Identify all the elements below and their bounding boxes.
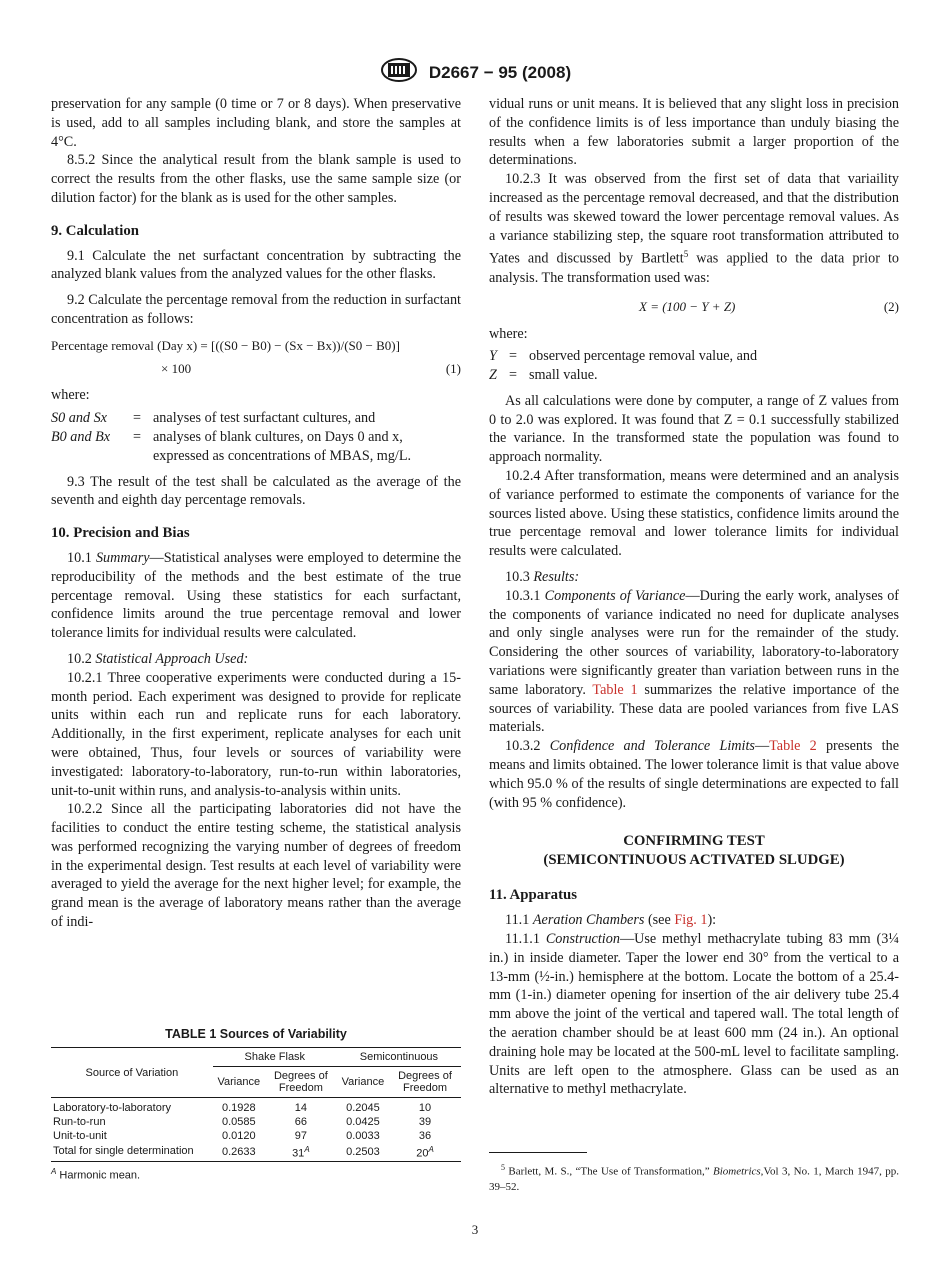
- paragraph-10-3-1: [489, 587, 899, 737]
- table-title: TABLE 1 Sources of Variability: [165, 1027, 347, 1041]
- table-cell: 97: [294, 1130, 307, 1142]
- definition-equals: =: [133, 410, 142, 427]
- equation-2: [489, 298, 899, 317]
- paragraph-10-2-2: 10.2.2 Since all the participating laboratories did not have the facilities to conduct the entire testing scheme, the statistical analysis was performed recognizing the varying number of degrees of freedom in the experimental design. Test results at each level of variability were averaged to yield the average for the next higher level; for example, the grand mean is the average of laboratory means rather than the average of indi-: [51, 801, 461, 931]
- equation-1-number: (1): [445, 360, 461, 376]
- astm-logo-icon: [379, 57, 419, 88]
- clause-title: Components of Variance: [544, 587, 686, 604]
- figure-1-link[interactable]: Fig. 1: [674, 912, 708, 929]
- table-row: [51, 1098, 461, 1116]
- paragraph-10-3-2: [489, 737, 899, 812]
- equation-1-multiplier: × 100: [161, 360, 192, 376]
- variability-table: [51, 1047, 461, 1162]
- definition-equals: =: [133, 428, 142, 445]
- clause-text: (see: [644, 912, 675, 929]
- definitions-list: [51, 409, 461, 465]
- clause-text: summarizes the relative importance of the sources of variability. These data are pooled variances from five LAS materials.: [489, 681, 899, 736]
- paragraph: preservation for any sample (0 time or 7 or 8 days). When preservative is used, add to all samples including blank, and store the samples at 4°C.: [51, 96, 461, 150]
- definition-term: Y: [489, 348, 497, 365]
- clause-title: Results:: [533, 569, 580, 586]
- definition-row: [51, 428, 461, 466]
- definition-term: Z: [489, 367, 497, 384]
- clause-text: was applied to the data prior to analysis. The transformation used was:: [489, 251, 900, 286]
- document-code: D2667 − 95 (2008): [428, 62, 572, 82]
- column-header-dof: Degrees of Freedom: [398, 1070, 452, 1094]
- clause-text: —Statistical analyses were employed to determine the reproducibility of the methods and the best estimate of the true percentage removal. Using these statistics for each surfactant, confidence limits around the true percentage removal and lower tolerance limits for individual results were calculated.: [51, 549, 461, 642]
- table-cell: 36: [418, 1130, 432, 1142]
- definition-term: S0 and Sx: [51, 410, 107, 427]
- paragraph-10-2-4: 10.2.4 After transformation, means were determined and an analysis of variance performed to estimate the components of variance for the sources listed above. Using these statistics, confidence limits around the true percentage removal and lower tolerance limits for individual results were calculated.: [489, 468, 899, 560]
- clause-number: 10.3.1: [505, 587, 541, 604]
- definition-text: analyses of blank cultures, on Days 0 and x, expressed as concentrations of MBAS, mg/L.: [153, 428, 412, 464]
- equation-1: [51, 337, 461, 356]
- table-cell-source: Total for single determination: [53, 1144, 194, 1157]
- paragraph: vidual runs or unit means. It is believed that any slight loss in precision of the confidence limits is of less importance than unduly biasing the results when a few laboratories submit a larger proportion of the determinations.: [489, 96, 899, 169]
- footnote-text: Barlett, M. S., “The Use of Transformation,”: [505, 1165, 714, 1178]
- equation-1-continuation: [51, 360, 461, 379]
- equation-2-number: (2): [883, 298, 899, 314]
- clause-dash: —: [754, 738, 770, 755]
- definition-text: small value.: [529, 367, 598, 384]
- definition-row: [51, 409, 461, 428]
- paragraph-9-2: 9.2 Calculate the percentage removal from the reduction in surfactant concentration as follows:: [51, 292, 461, 327]
- section-heading-precision-bias: 10. Precision and Bias: [51, 525, 190, 542]
- where-label: where:: [489, 325, 528, 342]
- confirming-test-heading: [489, 832, 899, 870]
- footnote-marker: A: [51, 1166, 57, 1176]
- paragraph-11-1: [489, 911, 899, 930]
- clause-title: Construction: [545, 931, 620, 948]
- table-cell: 10: [418, 1102, 432, 1114]
- right-column: [489, 95, 899, 1099]
- table-cell: 0.0425: [346, 1116, 380, 1128]
- table-row: [51, 1115, 461, 1129]
- table-cell-source: Run-to-run: [53, 1116, 106, 1128]
- clause-title: Summary: [95, 549, 150, 566]
- table-cell: 0.2633: [221, 1145, 256, 1158]
- footnote-number: 5: [501, 1163, 505, 1172]
- footnote-journal: Biometrics,: [713, 1165, 764, 1178]
- clause-title: Confidence and Tolerance Limits: [549, 738, 755, 755]
- footnote-indent: [489, 1166, 501, 1178]
- footnote-marker: A: [304, 1145, 310, 1154]
- paragraph-9-3: 9.3 The result of the test shall be calculated as the average of the seventh and eighth day percentage removals.: [51, 473, 461, 509]
- definitions-list: [489, 347, 757, 385]
- table-note-text: Harmonic mean.: [59, 1169, 141, 1182]
- clause-number: 10.2: [67, 650, 92, 667]
- table-cell-source: Unit-to-unit: [53, 1130, 107, 1142]
- table-1-link[interactable]: Table 1: [592, 681, 638, 698]
- clause-number: 11.1.1: [505, 931, 540, 948]
- table-note: [51, 1167, 461, 1182]
- footnote-divider: [489, 1152, 587, 1153]
- paragraph-10-2-1: 10.2.1 Three cooperative experiments were conducted during a 15-month period. Each experiment was designed to provide for replicate units within each run and replicate runs for each laboratory. Additionally, in the first experiment, replicate analyses for each unit were obtained, Thus, four levels or sources of variability were investigated: laboratory-to-laboratory, run-to-run within laboratories, unit-to-unit within runs, and analysis-to-analysis within units.: [51, 669, 461, 799]
- left-column: [51, 95, 461, 932]
- table-cell-with-note: [265, 1143, 337, 1161]
- definition-row: [489, 366, 757, 385]
- clause-number: 10.3: [505, 569, 530, 586]
- section-heading-calculation: 9. Calculation: [51, 222, 139, 239]
- table-row: [51, 1129, 461, 1143]
- footnote-text: Vol 3, No. 1, March 1947, pp. 39–52.: [489, 1165, 900, 1193]
- column-header-source: Source of Variation: [51, 1048, 213, 1098]
- section-heading-apparatus: 11. Apparatus: [489, 887, 577, 904]
- heading-line: (SEMICONTINUOUS ACTIVATED SLUDGE): [543, 852, 845, 869]
- definition-text: analyses of test surfactant cultures, and: [153, 410, 376, 427]
- paragraph-10-1: [51, 549, 461, 643]
- column-header-variance: Variance: [217, 1076, 261, 1088]
- definition-term: B0 and Bx: [51, 428, 111, 445]
- table-cell: 14: [294, 1102, 307, 1114]
- definition-equals: =: [509, 348, 518, 365]
- table-cell: 0.2045: [346, 1102, 380, 1114]
- clause-number: 11.1: [505, 912, 530, 929]
- table-cell: 0.2503: [346, 1145, 380, 1158]
- equation-1-expression: Percentage removal (Day x) = [((S0 − B0) − (Sx − Bx))/(S0 − B0)]: [51, 337, 400, 353]
- definition-equals: =: [509, 367, 518, 384]
- clause-title: Aeration Chambers: [532, 912, 645, 929]
- paragraph-calculations: As all calculations were done by computer, a range of Z values from 0 to 2.0 was explored. It was found that Z = 0.1 successfully stabilized the variance. In the transformed state the population was found to approach normality.: [489, 392, 899, 466]
- column-group-shake-flask: Shake Flask: [213, 1048, 337, 1067]
- page-number: 3: [471, 1222, 479, 1237]
- table-cell-source: Laboratory-to-laboratory: [53, 1102, 172, 1114]
- clause-text: —Use methyl methacrylate tubing 83 mm (3¼ in.) in inside diameter. Taper the lower end 30° from the vertical to a 13-mm (½-in.) hemisphere at the bottom. Locate the bottom of a 25.4-mm (1-in.) diameter opening for insertion of the air delivery tube 25.4 mm above the joint of the vertical and tapered wall. The total length of the aeration chamber should be at least 600 mm (24 in.). An optional draining hole may be located at the 500-mL level to facilitate sampling. Units are left open to the atmosphere. Glass can be used as an alternative to methyl methacrylate.: [489, 931, 900, 1098]
- paragraph-10-3: [489, 568, 899, 587]
- table-cell-value: 20: [416, 1147, 429, 1160]
- page-header: [0, 57, 950, 88]
- column-header-variance: Variance: [341, 1076, 385, 1088]
- where-label: where:: [51, 387, 90, 404]
- footnote: [489, 1160, 899, 1195]
- clause-text: ):: [707, 912, 717, 929]
- table-cell: 39: [418, 1116, 432, 1128]
- paragraph-10-2: [51, 650, 461, 669]
- table-2-link[interactable]: Table 2: [769, 738, 817, 755]
- equation-2-expression: X = (100 − Y + Z): [639, 298, 736, 314]
- table-cell: 0.0585: [221, 1116, 256, 1128]
- table-row: [51, 1143, 461, 1161]
- table-1: [51, 1027, 461, 1181]
- paragraph-10-2-3: [489, 170, 899, 288]
- column-header-dof: Degrees of Freedom: [273, 1070, 328, 1094]
- table-cell: 0.0033: [346, 1130, 380, 1142]
- clause-number: 10.1: [67, 549, 92, 566]
- table-cell-value: 31: [292, 1147, 305, 1160]
- paragraph-9-1: 9.1 Calculate the net surfactant concentration by subtracting the analyzed blank values from the analyzed values for the other flasks.: [51, 247, 461, 283]
- clause-text: 10.2.3 It was observed from the first set of data that variaility increased as the percentage removal decreased, and that the distribution of results was skewed toward the lower percentage removal values. As a variance stabilizing step, the square root transformation attributed to Yates and discussed by Bartlett: [489, 171, 899, 268]
- clause-title: Statistical Approach Used:: [95, 650, 249, 667]
- table-cell: 0.1928: [221, 1102, 256, 1114]
- footnote-reference: 5: [683, 249, 689, 260]
- column-group-semicontinuous: Semicontinuous: [337, 1048, 461, 1067]
- clause-text: presents the means and limits obtained. The lower tolerance limit is that value above which 95.0 % of the results of single determinations are expected to fall (with 95 % confidence).: [489, 738, 900, 811]
- clause-number: 10.3.2: [505, 738, 541, 755]
- table-cell: 66: [294, 1116, 307, 1128]
- footnote-marker: A: [428, 1145, 434, 1154]
- table-cell-with-note: [389, 1143, 461, 1161]
- paragraph-11-1-1: [489, 930, 899, 1099]
- definition-row: [489, 347, 757, 366]
- definition-text: observed percentage removal value, and: [529, 348, 758, 365]
- table-cell: 0.0120: [221, 1130, 256, 1142]
- clause-text: —During the early work, analyses of the components of variance indicated no need for duplicate analyses and only single analyses were run for the remainder of the study. Considering the other sources of variability, laboratory-to-laboratory variations were significantly greater than variation between runs in the same laboratory.: [489, 587, 900, 698]
- paragraph-8-5-2: 8.5.2 Since the analytical result from the blank sample is used to correct the results from the other flasks, use the same sample size (or dilution factor) for the blank as is used for the other samples.: [51, 152, 461, 206]
- heading-line: CONFIRMING TEST: [623, 833, 765, 850]
